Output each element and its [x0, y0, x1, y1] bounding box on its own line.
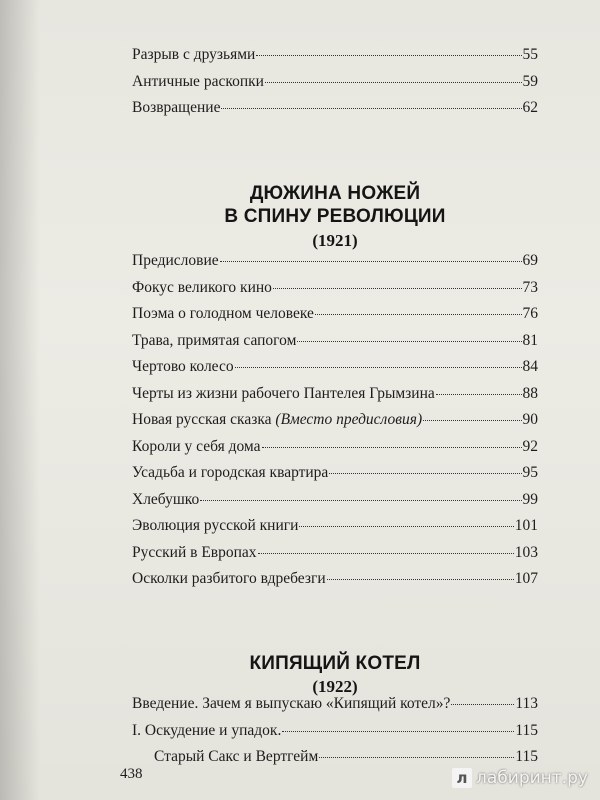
toc-leader-dots — [299, 526, 513, 527]
section2-heading: КИПЯЩИЙ КОТЕЛ — [249, 653, 421, 674]
toc-entry — [132, 252, 538, 279]
toc-entry — [132, 385, 538, 412]
toc-entry-title-main: Новая русская сказка — [132, 411, 276, 428]
toc-entry-title: Трава, примятая сапогом — [132, 331, 297, 349]
toc-leader-dots — [451, 704, 514, 705]
toc-leader-dots — [273, 288, 522, 289]
toc-entry-title: Эволюция русской книги — [132, 517, 299, 534]
section1-entries — [132, 252, 538, 597]
toc-leader-dots — [221, 108, 521, 109]
toc-entry — [132, 411, 538, 438]
toc-entry-page: 90 — [522, 411, 538, 428]
toc-entry-title: I. Оскудение и упадок. — [132, 721, 282, 739]
toc-entry — [132, 358, 538, 385]
toc-entry-title: Старый Сакс и Вертгейм — [154, 748, 319, 765]
toc-entry-page: 99 — [522, 490, 538, 508]
section2-year: (1922) — [312, 677, 358, 696]
toc-entry-page: 103 — [514, 543, 538, 561]
toc-entry-page: 113 — [515, 695, 538, 712]
toc-entry-page: 101 — [514, 517, 538, 534]
toc-entry-page: 81 — [522, 331, 538, 349]
toc-entry-title: Чертово колесо — [132, 358, 234, 375]
toc-entry — [132, 438, 538, 465]
toc-entry — [132, 279, 538, 306]
toc-entry — [132, 46, 538, 73]
toc-entry-title: Усадьба и городская квартира — [132, 464, 329, 481]
section2-entries — [132, 695, 538, 775]
toc-entry-page: 92 — [522, 437, 538, 455]
toc-entry-title: Осколки разбитого вдребезги — [132, 570, 326, 587]
page-gutter-shadow — [0, 0, 40, 800]
toc-entry — [132, 517, 538, 544]
toc-entry — [132, 73, 538, 100]
labirint-logo-icon: л — [452, 768, 472, 788]
toc-entry-page: 73 — [522, 278, 538, 296]
toc-leader-dots — [258, 553, 514, 554]
toc-entry-title: Предисловие — [132, 252, 219, 269]
toc-entry-title: Фокус великого кино — [132, 278, 272, 296]
toc-entry-page: 55 — [522, 46, 538, 63]
toc-entry-title: Хлебушко — [132, 490, 200, 508]
toc-entry-title: Черты из жизни рабочего Пантелея Грымзина — [132, 384, 435, 402]
toc-entry — [132, 332, 538, 359]
section1-header — [132, 182, 538, 251]
toc-leader-dots — [262, 447, 522, 448]
toc-top-block — [132, 46, 538, 126]
toc-leader-dots — [235, 367, 522, 368]
toc-entry-page: 95 — [522, 464, 538, 481]
toc-leader-dots — [315, 314, 522, 315]
watermark-text: лабиринт.ру — [476, 768, 588, 788]
toc-leader-dots — [200, 500, 521, 501]
toc-entry — [132, 570, 538, 597]
toc-entry — [132, 464, 538, 491]
toc-entry-title: Короли у себя дома — [132, 437, 261, 455]
page-number: 438 — [120, 766, 143, 782]
section2-header — [132, 652, 538, 697]
toc-entry-page: 62 — [522, 99, 538, 116]
section1-heading-line1: ДЮЖИНА НОЖЕЙ — [249, 183, 421, 204]
section1-heading-line2: В СПИНУ РЕВОЛЮЦИИ — [224, 206, 446, 227]
toc-entry — [132, 722, 538, 749]
toc-leader-dots — [319, 757, 514, 758]
toc-leader-dots — [297, 341, 521, 342]
toc-leader-dots — [329, 473, 521, 474]
toc-entry — [132, 305, 538, 332]
toc-entry-title: Возвращение — [132, 99, 221, 116]
toc-entry — [132, 695, 538, 722]
toc-entry-page: 115 — [515, 748, 538, 765]
toc-entry-title: Русский в Европах — [132, 543, 257, 561]
toc-entry-title: Разрыв с друзьями — [132, 46, 256, 63]
toc-entry-page: 59 — [522, 72, 538, 90]
toc-entry-title — [132, 411, 422, 429]
toc-entry-page: 107 — [514, 570, 538, 587]
toc-entry — [132, 99, 538, 126]
section1-year: (1921) — [312, 231, 358, 250]
toc-entry-title: Введение. Зачем я выпускаю «Кипящий котел»? — [132, 695, 451, 712]
toc-leader-dots — [436, 394, 522, 395]
toc-entry-page: 84 — [522, 358, 538, 375]
toc-entry-subtitle: (Вместо предисловия) — [275, 411, 423, 428]
toc-entry-page: 88 — [522, 384, 538, 402]
toc-leader-dots — [256, 55, 521, 56]
toc-leader-dots — [282, 731, 514, 732]
watermark — [452, 764, 592, 792]
toc-leader-dots — [265, 82, 522, 83]
toc-entry — [132, 491, 538, 518]
toc-entry-page: 69 — [522, 252, 538, 269]
toc-entry — [132, 544, 538, 571]
toc-leader-dots — [220, 261, 522, 262]
toc-leader-dots — [327, 579, 514, 580]
toc-entry-title: Поэма о голодном человеке — [132, 305, 314, 322]
toc-leader-dots — [423, 420, 521, 421]
toc-entry-page: 76 — [522, 305, 538, 322]
toc-entry-page: 115 — [515, 721, 538, 739]
toc-entry-title: Античные раскопки — [132, 72, 264, 90]
